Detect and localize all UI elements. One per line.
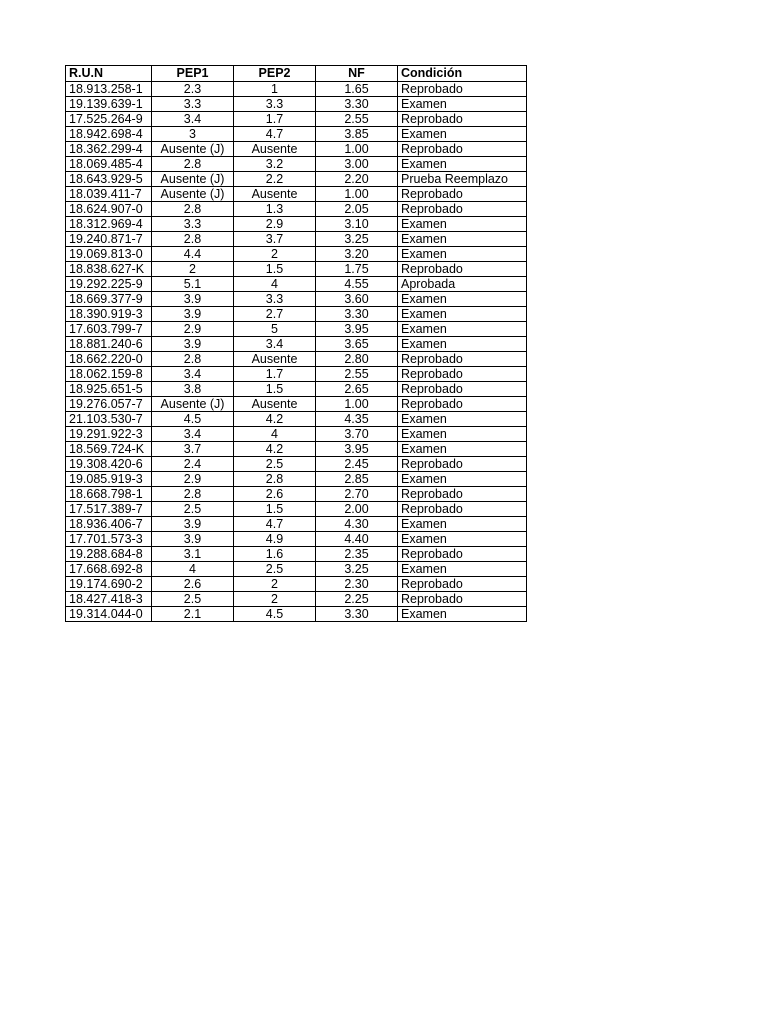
- cell-pep2: 3.3: [234, 292, 316, 307]
- cell-run: 19.139.639-1: [66, 97, 152, 112]
- cell-pep1: Ausente (J): [152, 187, 234, 202]
- cell-pep2: Ausente: [234, 142, 316, 157]
- table-row: [66, 292, 527, 307]
- table-row: [66, 547, 527, 562]
- cell-pep2: 2.9: [234, 217, 316, 232]
- cell-nf: 1.00: [316, 187, 398, 202]
- cell-pep1: 2.5: [152, 592, 234, 607]
- header-pep2: PEP2: [234, 66, 316, 82]
- cell-pep2: 5: [234, 322, 316, 337]
- cell-nf: 4.40: [316, 532, 398, 547]
- cell-nf: 2.45: [316, 457, 398, 472]
- table-row: [66, 307, 527, 322]
- cell-pep1: 3.7: [152, 442, 234, 457]
- table-row: [66, 577, 527, 592]
- table-row: [66, 382, 527, 397]
- cell-pep2: 4: [234, 427, 316, 442]
- cell-condicion: Examen: [398, 292, 527, 307]
- cell-condicion: Examen: [398, 247, 527, 262]
- table-row: [66, 202, 527, 217]
- cell-pep2: 4: [234, 277, 316, 292]
- cell-pep2: 3.3: [234, 97, 316, 112]
- cell-nf: 2.65: [316, 382, 398, 397]
- cell-nf: 2.70: [316, 487, 398, 502]
- cell-nf: 4.30: [316, 517, 398, 532]
- cell-run: 18.662.220-0: [66, 352, 152, 367]
- cell-nf: 3.25: [316, 562, 398, 577]
- cell-condicion: Examen: [398, 517, 527, 532]
- header-row: [66, 66, 527, 82]
- cell-nf: 1.65: [316, 82, 398, 97]
- cell-nf: 2.55: [316, 112, 398, 127]
- cell-pep2: 4.2: [234, 442, 316, 457]
- cell-condicion: Examen: [398, 217, 527, 232]
- cell-pep2: Ausente: [234, 352, 316, 367]
- cell-condicion: Reprobado: [398, 187, 527, 202]
- cell-run: 17.603.799-7: [66, 322, 152, 337]
- table-row: [66, 487, 527, 502]
- cell-nf: 3.65: [316, 337, 398, 352]
- cell-pep2: 1.6: [234, 547, 316, 562]
- table-row: [66, 472, 527, 487]
- cell-pep1: 3.3: [152, 97, 234, 112]
- cell-run: 18.390.919-3: [66, 307, 152, 322]
- cell-run: 18.427.418-3: [66, 592, 152, 607]
- cell-pep1: 4.4: [152, 247, 234, 262]
- cell-run: 19.292.225-9: [66, 277, 152, 292]
- table-row: [66, 337, 527, 352]
- cell-run: 17.517.389-7: [66, 502, 152, 517]
- cell-condicion: Reprobado: [398, 112, 527, 127]
- cell-condicion: Reprobado: [398, 502, 527, 517]
- cell-pep2: 1.7: [234, 367, 316, 382]
- cell-condicion: Reprobado: [398, 382, 527, 397]
- cell-nf: 2.30: [316, 577, 398, 592]
- cell-pep2: 1.5: [234, 502, 316, 517]
- cell-run: 17.668.692-8: [66, 562, 152, 577]
- cell-pep2: 2.5: [234, 457, 316, 472]
- cell-run: 19.069.813-0: [66, 247, 152, 262]
- cell-nf: 3.00: [316, 157, 398, 172]
- cell-pep1: 4.5: [152, 412, 234, 427]
- cell-pep2: 1.5: [234, 262, 316, 277]
- cell-run: 19.174.690-2: [66, 577, 152, 592]
- cell-pep1: Ausente (J): [152, 172, 234, 187]
- cell-pep1: 3.9: [152, 307, 234, 322]
- cell-condicion: Examen: [398, 442, 527, 457]
- cell-run: 19.276.057-7: [66, 397, 152, 412]
- cell-pep2: 2.2: [234, 172, 316, 187]
- table-row: [66, 97, 527, 112]
- cell-nf: 1.75: [316, 262, 398, 277]
- cell-condicion: Examen: [398, 562, 527, 577]
- cell-run: 17.701.573-3: [66, 532, 152, 547]
- cell-pep1: 3.9: [152, 292, 234, 307]
- cell-pep2: 4.5: [234, 607, 316, 622]
- cell-pep1: 2.8: [152, 487, 234, 502]
- cell-condicion: Reprobado: [398, 487, 527, 502]
- cell-nf: 3.60: [316, 292, 398, 307]
- cell-nf: 3.30: [316, 607, 398, 622]
- cell-nf: 2.20: [316, 172, 398, 187]
- cell-pep1: 2.3: [152, 82, 234, 97]
- cell-pep1: 3.9: [152, 532, 234, 547]
- table-row: [66, 562, 527, 577]
- cell-condicion: Reprobado: [398, 397, 527, 412]
- cell-condicion: Aprobada: [398, 277, 527, 292]
- cell-pep1: 2.8: [152, 352, 234, 367]
- cell-pep1: 3: [152, 127, 234, 142]
- cell-run: 18.624.907-0: [66, 202, 152, 217]
- table-row: [66, 397, 527, 412]
- cell-pep2: 2.5: [234, 562, 316, 577]
- cell-pep1: 3.4: [152, 112, 234, 127]
- cell-run: 19.240.871-7: [66, 232, 152, 247]
- cell-pep2: 4.2: [234, 412, 316, 427]
- cell-nf: 3.70: [316, 427, 398, 442]
- table-row: [66, 607, 527, 622]
- table-row: [66, 82, 527, 97]
- cell-nf: 3.85: [316, 127, 398, 142]
- cell-run: 18.062.159-8: [66, 367, 152, 382]
- cell-pep2: 2.6: [234, 487, 316, 502]
- header-condicion: Condición: [398, 66, 527, 82]
- cell-condicion: Examen: [398, 232, 527, 247]
- cell-run: 18.881.240-6: [66, 337, 152, 352]
- cell-nf: 2.55: [316, 367, 398, 382]
- cell-condicion: Reprobado: [398, 262, 527, 277]
- grades-table-header: [66, 66, 527, 82]
- cell-run: 19.291.922-3: [66, 427, 152, 442]
- cell-pep1: 4: [152, 562, 234, 577]
- header-nf: NF: [316, 66, 398, 82]
- cell-run: 18.838.627-K: [66, 262, 152, 277]
- cell-nf: 2.85: [316, 472, 398, 487]
- cell-pep2: 1: [234, 82, 316, 97]
- cell-pep1: 3.9: [152, 517, 234, 532]
- cell-run: 18.362.299-4: [66, 142, 152, 157]
- cell-pep2: 1.3: [234, 202, 316, 217]
- cell-pep1: Ausente (J): [152, 142, 234, 157]
- table-row: [66, 457, 527, 472]
- table-row: [66, 262, 527, 277]
- cell-run: 18.569.724-K: [66, 442, 152, 457]
- table-row: [66, 217, 527, 232]
- cell-nf: 4.35: [316, 412, 398, 427]
- cell-pep2: 2: [234, 577, 316, 592]
- cell-pep1: 2.9: [152, 322, 234, 337]
- cell-nf: 2.25: [316, 592, 398, 607]
- cell-nf: 2.35: [316, 547, 398, 562]
- table-row: [66, 247, 527, 262]
- cell-run: 18.925.651-5: [66, 382, 152, 397]
- cell-pep1: 2.5: [152, 502, 234, 517]
- table-row: [66, 277, 527, 292]
- cell-condicion: Reprobado: [398, 457, 527, 472]
- cell-nf: 3.95: [316, 322, 398, 337]
- cell-run: 18.669.377-9: [66, 292, 152, 307]
- cell-run: 19.085.919-3: [66, 472, 152, 487]
- cell-run: 18.643.929-5: [66, 172, 152, 187]
- cell-condicion: Examen: [398, 532, 527, 547]
- cell-pep2: 2.8: [234, 472, 316, 487]
- cell-nf: 3.25: [316, 232, 398, 247]
- cell-condicion: Examen: [398, 472, 527, 487]
- cell-nf: 2.05: [316, 202, 398, 217]
- cell-condicion: Examen: [398, 307, 527, 322]
- cell-pep2: Ausente: [234, 397, 316, 412]
- cell-run: 18.312.969-4: [66, 217, 152, 232]
- cell-pep2: 1.7: [234, 112, 316, 127]
- cell-pep1: 2: [152, 262, 234, 277]
- cell-pep1: 2.1: [152, 607, 234, 622]
- table-row: [66, 112, 527, 127]
- cell-condicion: Reprobado: [398, 367, 527, 382]
- cell-pep1: 2.8: [152, 202, 234, 217]
- cell-nf: 3.95: [316, 442, 398, 457]
- cell-condicion: Reprobado: [398, 142, 527, 157]
- cell-pep1: 2.4: [152, 457, 234, 472]
- cell-pep2: 1.5: [234, 382, 316, 397]
- cell-condicion: Examen: [398, 322, 527, 337]
- cell-pep2: 3.2: [234, 157, 316, 172]
- cell-condicion: Examen: [398, 607, 527, 622]
- cell-run: 19.308.420-6: [66, 457, 152, 472]
- cell-condicion: Examen: [398, 427, 527, 442]
- cell-pep1: 3.4: [152, 367, 234, 382]
- cell-run: 18.039.411-7: [66, 187, 152, 202]
- cell-nf: 1.00: [316, 397, 398, 412]
- cell-pep1: 5.1: [152, 277, 234, 292]
- cell-condicion: Reprobado: [398, 82, 527, 97]
- cell-pep2: 3.4: [234, 337, 316, 352]
- cell-pep2: 4.7: [234, 127, 316, 142]
- table-row: [66, 592, 527, 607]
- cell-run: 18.942.698-4: [66, 127, 152, 142]
- cell-pep1: 2.6: [152, 577, 234, 592]
- cell-nf: 3.10: [316, 217, 398, 232]
- cell-run: 18.936.406-7: [66, 517, 152, 532]
- header-run: R.U.N: [66, 66, 152, 82]
- cell-nf: 4.55: [316, 277, 398, 292]
- cell-condicion: Prueba Reemplazo: [398, 172, 527, 187]
- cell-run: 19.314.044-0: [66, 607, 152, 622]
- table-row: [66, 517, 527, 532]
- table-row: [66, 142, 527, 157]
- cell-pep1: 3.4: [152, 427, 234, 442]
- table-row: [66, 232, 527, 247]
- cell-pep1: 2.8: [152, 157, 234, 172]
- table-row: [66, 352, 527, 367]
- cell-nf: 2.00: [316, 502, 398, 517]
- cell-condicion: Examen: [398, 97, 527, 112]
- cell-nf: 3.30: [316, 307, 398, 322]
- cell-run: 18.668.798-1: [66, 487, 152, 502]
- cell-pep1: 3.8: [152, 382, 234, 397]
- table-row: [66, 172, 527, 187]
- cell-run: 17.525.264-9: [66, 112, 152, 127]
- cell-nf: 3.20: [316, 247, 398, 262]
- table-row: [66, 427, 527, 442]
- grades-table-body: [66, 82, 527, 622]
- table-row: [66, 502, 527, 517]
- cell-pep2: 4.9: [234, 532, 316, 547]
- cell-condicion: Reprobado: [398, 547, 527, 562]
- cell-condicion: Examen: [398, 127, 527, 142]
- cell-condicion: Reprobado: [398, 592, 527, 607]
- table-row: [66, 187, 527, 202]
- cell-nf: 2.80: [316, 352, 398, 367]
- cell-condicion: Reprobado: [398, 202, 527, 217]
- cell-nf: 3.30: [316, 97, 398, 112]
- cell-run: 18.069.485-4: [66, 157, 152, 172]
- table-row: [66, 532, 527, 547]
- cell-pep2: 2: [234, 247, 316, 262]
- cell-pep2: Ausente: [234, 187, 316, 202]
- cell-run: 19.288.684-8: [66, 547, 152, 562]
- cell-pep1: 3.9: [152, 337, 234, 352]
- cell-pep2: 4.7: [234, 517, 316, 532]
- cell-pep1: 3.3: [152, 217, 234, 232]
- cell-pep1: Ausente (J): [152, 397, 234, 412]
- cell-pep2: 3.7: [234, 232, 316, 247]
- cell-condicion: Examen: [398, 337, 527, 352]
- cell-pep1: 3.1: [152, 547, 234, 562]
- cell-pep1: 2.8: [152, 232, 234, 247]
- cell-condicion: Reprobado: [398, 577, 527, 592]
- table-row: [66, 442, 527, 457]
- table-row: [66, 412, 527, 427]
- table-row: [66, 322, 527, 337]
- cell-condicion: Examen: [398, 157, 527, 172]
- cell-pep2: 2.7: [234, 307, 316, 322]
- cell-pep1: 2.9: [152, 472, 234, 487]
- cell-run: 18.913.258-1: [66, 82, 152, 97]
- grades-table: [65, 65, 527, 622]
- cell-condicion: Reprobado: [398, 352, 527, 367]
- cell-run: 21.103.530-7: [66, 412, 152, 427]
- table-row: [66, 367, 527, 382]
- table-row: [66, 157, 527, 172]
- table-row: [66, 127, 527, 142]
- cell-nf: 1.00: [316, 142, 398, 157]
- cell-condicion: Examen: [398, 412, 527, 427]
- cell-pep2: 2: [234, 592, 316, 607]
- header-pep1: PEP1: [152, 66, 234, 82]
